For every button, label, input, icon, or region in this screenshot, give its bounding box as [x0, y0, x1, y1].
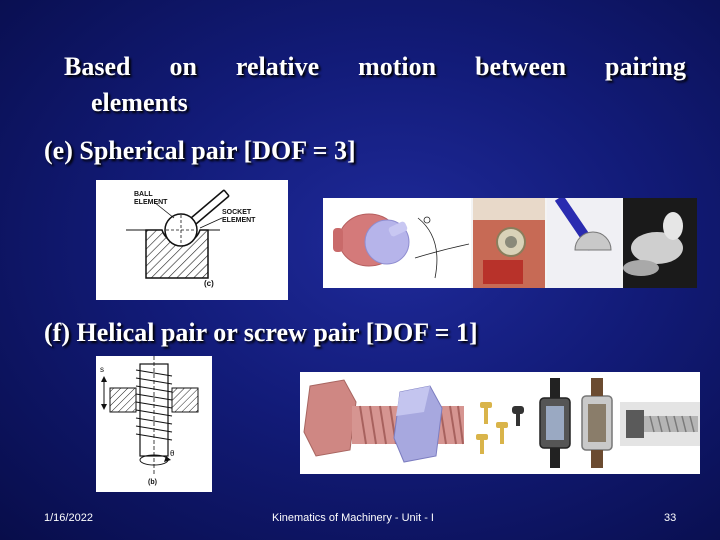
heading-word: Based: [64, 52, 131, 81]
socket-label-1: SOCKET: [222, 209, 252, 216]
screw-pair-photos: [300, 372, 700, 474]
ball-label-2: ELEMENT: [134, 199, 168, 206]
sketch-caption-c: (c): [204, 279, 214, 288]
heading-word: relative: [235, 52, 320, 81]
heading-word: motion: [358, 52, 437, 81]
screw-pair-diagram: [96, 356, 212, 492]
spherical-pair-heading: (e) Spherical pair [DOF = 3]: [44, 136, 356, 165]
screw-label-theta: θ: [170, 449, 175, 458]
heading-word: on: [169, 52, 197, 81]
helical-pair-heading: (f) Helical pair or screw pair [DOF = 1]: [44, 318, 478, 347]
ball-label-1: BALL: [134, 191, 153, 198]
spherical-pair-diagram: [96, 180, 288, 300]
spherical-pair-photos: [323, 198, 697, 288]
footer-date: 1/16/2022: [44, 512, 93, 524]
sketch-caption-b: (b): [148, 479, 157, 486]
socket-label-2: ELEMENT: [222, 217, 256, 224]
heading-word: between: [475, 52, 567, 81]
footer-title: Kinematics of Machinery - Unit - I: [272, 512, 434, 524]
heading-line-1: [64, 52, 686, 82]
footer-page-number: 33: [664, 512, 677, 524]
screw-label-s: s: [100, 365, 104, 374]
heading-line-2: elements: [91, 88, 188, 117]
heading-word: pairing: [605, 52, 686, 81]
